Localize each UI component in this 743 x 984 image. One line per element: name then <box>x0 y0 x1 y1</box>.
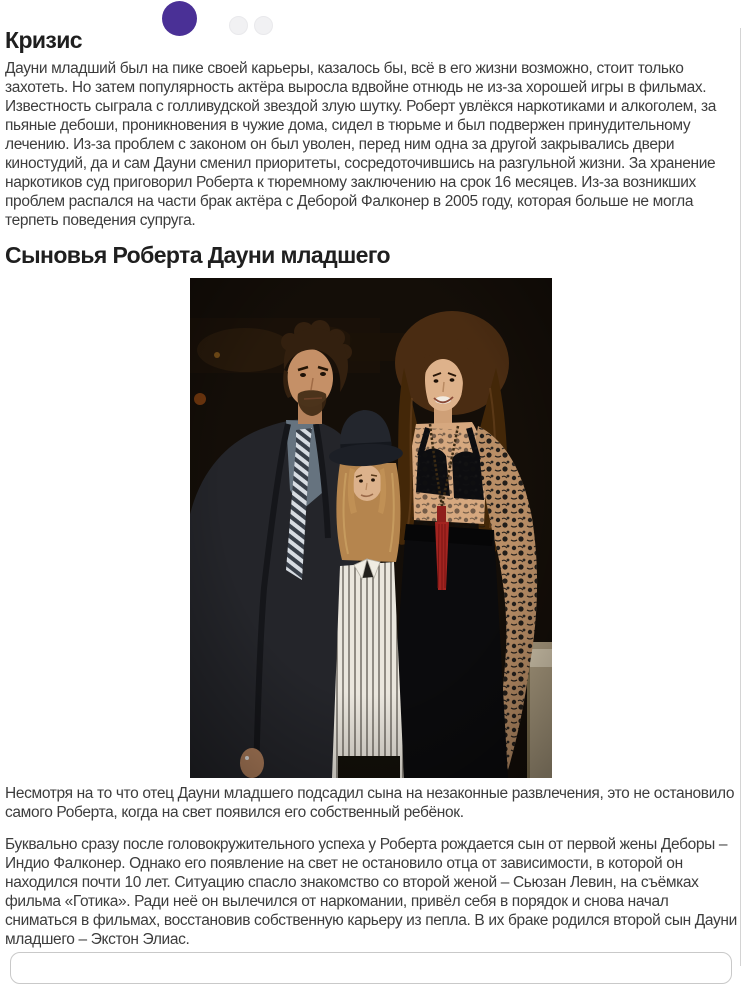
photo-illustration <box>190 278 552 778</box>
share-buttons-row <box>0 28 743 38</box>
next-section-box <box>10 952 732 984</box>
paragraph-after-photo-2: Буквально сразу после головокружительного успеха у Роберта рождается сын от первой жены Деборы – Индио Фалконер. Однако его появление на свет не остановило отца от зависимости, в которой он находился почти 10 лет. Ситуацию спасло знакомство со второй женой – Сьюзан Левин, на съёмках фильма «Готика». Ради неё он вылечился от наркомании, привёл себя в порядок и снова начал сниматься в фильмах, восстановив собственную карьеру из пепла. В их браке родился второй сын Дауни младшего – Экстон Элиас. <box>5 836 737 948</box>
section-heading-sons: Сыновья Роберта Дауни младшего <box>5 242 390 268</box>
share-button-purple-icon[interactable] <box>162 1 197 36</box>
paragraph-crisis: Дауни младший был на пике своей карьеры, казалось бы, всё в его жизни возможно, стоит только захотеть. Но затем популярность актёра выросла вдвойне отнюдь не из-за хорошей игры в фильмах. Известность сыграла с голливудской звездой злую шутку. Роберт увлёкся наркотиками и алкоголем, за пьяные дебоши, проникновения в чужие дома, сидел в тюрьме и был подвержен принудительному лечению. Из-за проблем с законом он был уволен, перед ним одна за другой закрывались двери киностудий, да и сам Дауни сменил приоритеты, сосредоточившись на разгульной жизни. За хранение наркотиков суд приговорил Роберта к тюремному заключению на срок 16 месяцев. Из-за возникших проблем распался на части брак актёра с Деборой Фалконер в 2005 году, которая больше не могла терпеть поведения супруга. <box>5 60 717 229</box>
content-column-border <box>740 28 741 966</box>
share-button-light-icon[interactable] <box>254 16 273 35</box>
section-heading-crisis: Кризис <box>5 27 82 53</box>
paragraph-after-photo-1: Несмотря на то что отец Дауни младшего подсадил сына на незаконные развлечения, это не остановило самого Роберта, когда на свет появился его собственный ребёнок. <box>5 785 735 821</box>
article-body <box>0 28 743 984</box>
share-button-light-icon[interactable] <box>229 16 248 35</box>
article-photo <box>190 278 552 778</box>
